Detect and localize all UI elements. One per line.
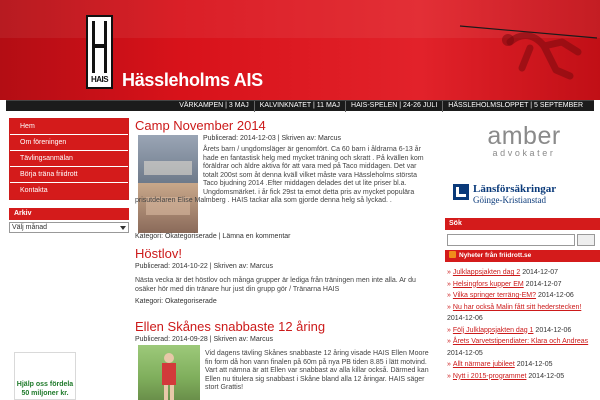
post-meta: Publicerad: 2014-10-22 | Skriven av: Marcus [135, 263, 273, 270]
post-body: Årets barn / ungdomsläger är genomfört. Ca 60 barn i åldrarna 6-13 år hade en fantastisk helg med mycket träning och skratt . På kvällen kom föräldrar och äldre aktiva för att vara med på Taco middagen. Det var totalt 200st som åt denna kväll vilket måste vara Hässleholms största Taco bjudning 2014 .Efter middagen delades det ut lite priser bl.a. Ungdomsmärket. i år fick 29st ta emot detta pris av mycket populära prisutdelaren Elise Malmberg . HAIS tackar alla som gjorde denna helg så lyckad. . [135, 146, 424, 204]
list-item: » Nytt i 2015-programmet 2014-12-05 [447, 372, 565, 380]
promo-line-1: Hjälp oss fördela [16, 381, 74, 388]
ellen-photo[interactable] [138, 345, 200, 400]
sponsor-amber-advokater[interactable]: amber advokater [487, 122, 561, 158]
promo-line-2: 50 miljoner kr. [21, 390, 69, 397]
feed-link[interactable]: Helsingfors kupper EM [452, 280, 524, 288]
promo-banner[interactable] [14, 352, 76, 400]
sponsor-lansforsakringar[interactable]: Länsförsäkringar Göinge-Kristianstad [453, 183, 598, 207]
feed-link[interactable]: Följ Julklappsjakten dag 1 [452, 326, 534, 334]
archive-title: Arkiv [9, 208, 129, 220]
site-title[interactable]: Hässleholms AIS [122, 70, 263, 90]
list-item: » Julklappsjakten dag 2 2014-12-07 [447, 269, 558, 276]
menu-item-tavlingsanmalan[interactable]: Tävlingsanmälan [10, 151, 128, 167]
news-feed-list [447, 267, 597, 382]
nav-item-kalvinknatet[interactable]: KALVINKNATET | 11 MAJ [255, 101, 346, 112]
nav-item-hassleholmsloppet[interactable]: HÄSSLEHOLMSLOPPET | 5 SEPTEMBER [448, 102, 583, 109]
list-item: » Helsingfors kupper EM 2014-12-07 [447, 280, 562, 288]
menu-item-kontakta[interactable]: Kontakta [10, 183, 128, 199]
post-category[interactable]: Kategori: Okategoriserade | Lämna en kommentar [135, 233, 291, 240]
list-item: » Följ Julklappsjakten dag 1 2014-12-06 [447, 326, 572, 334]
feed-link[interactable]: Årets Varvetstipendiater: Klara och Andreas [452, 338, 589, 345]
post-title-ellen-skanes[interactable]: Ellen Skånes snabbaste 12 åring [135, 319, 326, 334]
post-title-camp-november[interactable]: Camp November 2014 [135, 118, 266, 133]
main-content [135, 117, 433, 400]
arrow-icon: » [447, 292, 451, 299]
pole-vault-athlete-icon [452, 12, 600, 97]
arrow-icon: » [447, 303, 451, 311]
menu-item-hem[interactable]: Hem [10, 119, 128, 135]
post-title-hostlov[interactable]: Höstlov! [135, 246, 182, 261]
lansforsakringar-logo-icon [453, 184, 469, 200]
feed-link[interactable]: Nytt i 2015-programmet [452, 372, 527, 380]
right-sidebar [439, 117, 600, 400]
feed-title[interactable]: Nyheter från friidrott.se [445, 250, 600, 262]
nav-item-hais-spelen[interactable]: HAIS-SPELEN | 24-26 JULI [346, 101, 443, 112]
list-item: » Vilka springer terräng-EM? 2014-12-06 [447, 292, 574, 299]
chevron-down-icon [120, 226, 126, 230]
menu-item-om-foreningen[interactable]: Om föreningen [10, 135, 128, 151]
search-button[interactable] [577, 234, 595, 246]
arrow-icon: » [447, 372, 451, 380]
list-item: » Nu har också Malin fått sitt hederstecken! 2014-12-06 [447, 303, 582, 322]
arrow-icon: » [447, 269, 451, 276]
feed-link[interactable]: Julklappsjakten dag 2 [452, 269, 521, 276]
event-nav-bar [6, 100, 594, 111]
post-meta: Publicerad: 2014-12-03 | Skriven av: Marcus [203, 135, 341, 142]
logo-mark: HAIS [90, 75, 109, 84]
post-body: Vid dagens tävling Skånes snabbaste 12 åring visade HAIS Ellen Moore fin form då hon vann finalen på 60m på nya PB tiden 8.85 i lätt motvind. Vart att nämna är att Ellen var snabbast av alla killar också. Därmed kan Ellen nu titulera sig snabbast i Skåne bland alla 12 åringar. HAIS säger stort Grattis! [205, 350, 429, 391]
feed-link[interactable]: Allt närmare jubileet [452, 361, 515, 368]
search-input[interactable] [447, 234, 575, 246]
feed-link[interactable]: Vilka springer terräng-EM? [452, 292, 537, 299]
nav-item-varkampen[interactable]: VÄRKAMPEN | 3 MAJ [174, 101, 255, 112]
post-category[interactable]: Kategori: Okategoriserade [135, 298, 217, 305]
menu-item-borja-trana[interactable]: Börja träna friidrott [10, 167, 128, 183]
arrow-icon: » [447, 361, 451, 368]
list-item: » Allt närmare jubileet 2014-12-05 [447, 361, 553, 368]
rss-icon [449, 251, 456, 258]
main-menu [9, 118, 129, 200]
feed-link[interactable]: Nu har också Malin fått sitt hederstecken! [452, 303, 582, 311]
arrow-icon: » [447, 338, 451, 345]
search-title: Sök [445, 218, 600, 230]
left-sidebar [9, 118, 129, 233]
club-logo[interactable] [86, 15, 113, 89]
arrow-icon: » [447, 326, 451, 334]
camp-photo[interactable] [138, 135, 198, 233]
post-meta: Publicerad: 2014-09-28 | Skriven av: Marcus [135, 336, 273, 343]
archive-select-value: Välj månad [12, 224, 48, 231]
site-header [0, 0, 600, 100]
list-item: » Årets Varvetstipendiater: Klara och Andreas 2014-12-05 [447, 338, 589, 357]
arrow-icon: » [447, 280, 451, 288]
archive-widget [9, 208, 129, 233]
archive-month-select[interactable] [9, 222, 129, 233]
post-body: Nästa vecka är det höstlov och många grupper är lediga från träningen men inte alla. Ar du osäker hör med din tränare hur just din grupp gör / Tränarna HAIS [135, 277, 416, 293]
